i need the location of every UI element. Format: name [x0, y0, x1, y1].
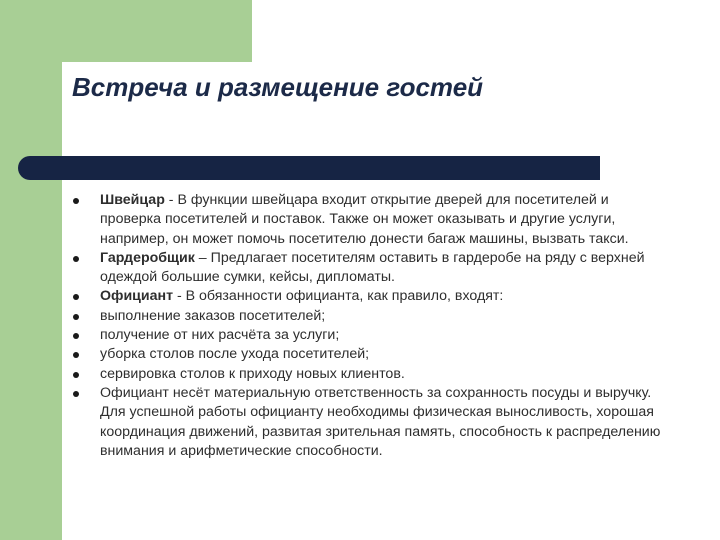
- list-item: [72, 287, 662, 306]
- list-item: [72, 307, 662, 326]
- bullet-icon: [73, 333, 79, 339]
- item-text: выполнение заказов посетителей;: [100, 307, 326, 324]
- bullet-list: [72, 191, 662, 461]
- bullet-icon: [73, 314, 79, 320]
- slide-title: Встреча и размещение гостей: [72, 72, 484, 102]
- list-item: [72, 345, 662, 364]
- bullet-icon: [73, 352, 79, 358]
- item-text: сервировка столов к приходу новых клиентов.: [100, 365, 405, 382]
- item-text: получение от них расчёта за услуги;: [100, 327, 340, 344]
- list-item: [72, 191, 662, 249]
- item-term: Официант: [100, 288, 174, 305]
- item-text: - В функции швейцара входит открытие дверей для посетителей и проверка посетителей и поставок. Также он может оказывать и другие услуги, например, он может помочь посетителю донести багаж машины, вызвать такси.: [100, 192, 629, 247]
- list-item: [72, 249, 662, 288]
- bullet-icon: [73, 198, 79, 204]
- bullet-icon: [73, 391, 79, 397]
- title-divider-bar: [18, 156, 600, 180]
- item-text: Официант несёт материальную ответственность за сохранность посуды и выручку. Для успешной работы официанту необходимы физическая выносливость, хорошая координация движений, развитая зрительная память, способность к распределению внимания и арифметические способности.: [100, 384, 661, 459]
- list-item: [72, 384, 662, 461]
- bullet-icon: [73, 294, 79, 300]
- green-sidebar-strip: [0, 0, 62, 540]
- item-text: – Предлагает посетителям оставить в гардеробе на ряду с верхней одеждой большие сумки, кейсы, дипломаты.: [100, 249, 645, 286]
- bullet-icon: [73, 256, 79, 262]
- list-item: [72, 326, 662, 345]
- green-corner-block: [0, 0, 252, 62]
- item-term: Гардеробщик: [100, 249, 195, 266]
- bullet-icon: [73, 372, 79, 378]
- item-text: - В обязанности официанта, как правило, входят:: [173, 288, 504, 305]
- item-text: уборка столов после ухода посетителей;: [100, 346, 370, 363]
- item-term: Швейцар: [100, 192, 165, 208]
- list-item: [72, 365, 662, 384]
